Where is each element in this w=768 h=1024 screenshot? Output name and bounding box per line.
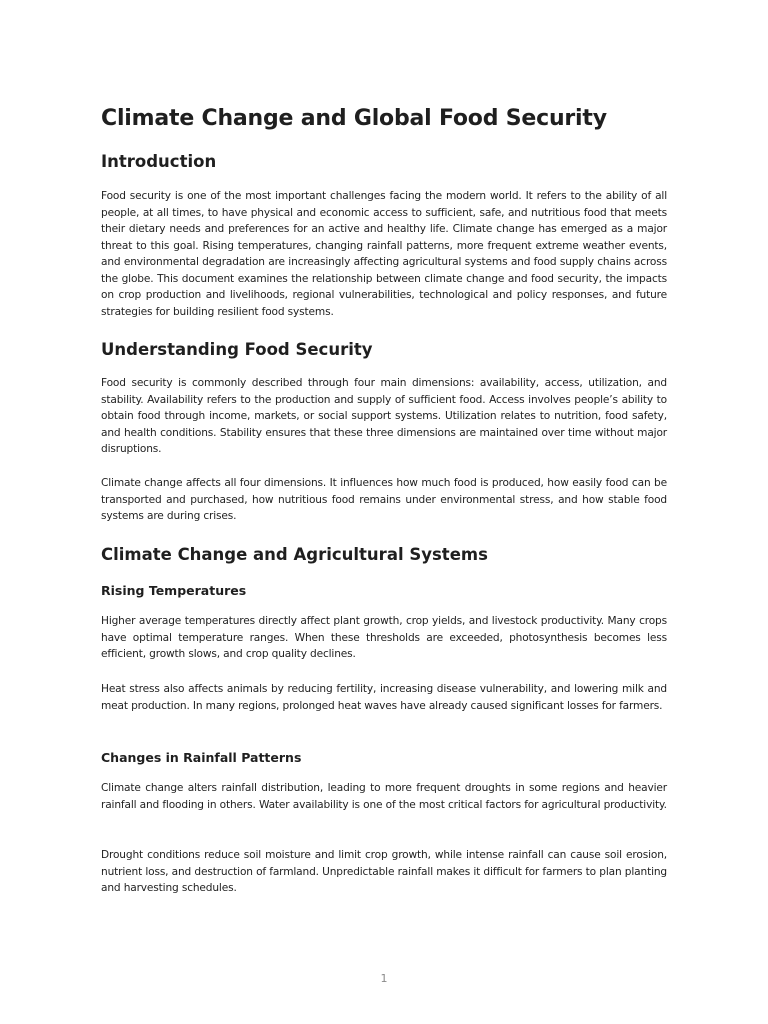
section-heading-introduction: Introduction [101, 152, 217, 171]
paragraph-rainfall-distribution: Climate change alters rainfall distribution, leading to more frequent droughts in some regions and heavier rainfall and flooding in others. Water availability is one of the most critical factors for agricultural productivity. [101, 782, 667, 811]
document-title: Climate Change and Global Food Security [101, 106, 607, 131]
subsection-heading-rainfall-patterns: Changes in Rainfall Patterns [101, 750, 302, 765]
page-number: 1 [380, 972, 388, 985]
paragraph-temperature-effects: Higher average temperatures directly affect plant growth, crop yields, and livestock productivity. Many crops have optimal temperature ranges. When these thresholds are exceeded, photosynthesis becomes less efficient, growth slows, and crop quality declines. [101, 615, 667, 660]
section-heading-agricultural-systems: Climate Change and Agricultural Systems [101, 545, 488, 564]
paragraph-food-security-dimensions: Food security is commonly described through four main dimensions: availability, access, utilization, and stability. Availability refers to the production and supply of sufficient food. Access involves people’s ability to obtain food through income, markets, or social support systems. Utilization relates to nutrition, food safety, and health conditions. Stability ensures that these three dimensions are maintained over time without major disruptions. [101, 377, 667, 455]
paragraph-heat-stress: Heat stress also affects animals by reducing fertility, increasing disease vulnerability, and lowering milk and meat production. In many regions, prolonged heat waves have already caused significant losses for farmers. [101, 683, 667, 712]
paragraph-climate-affects-dimensions: Climate change affects all four dimensions. It influences how much food is produced, how easily food can be transported and purchased, how nutritious food remains under environmental stress, and how stable food systems are during crises. [101, 477, 667, 522]
paragraph-drought-conditions: Drought conditions reduce soil moisture and limit crop growth, while intense rainfall can cause soil erosion, nutrient loss, and destruction of farmland. Unpredictable rainfall makes it difficult for farmers to plan planting and harvesting schedules. [101, 849, 667, 894]
subsection-heading-rising-temperatures: Rising Temperatures [101, 583, 247, 598]
section-heading-understanding-food-security: Understanding Food Security [101, 340, 373, 359]
paragraph-introduction: Food security is one of the most important challenges facing the modern world. It refers to the ability of all people, at all times, to have physical and economic access to sufficient, safe, and nutritious food that meets their dietary needs and preferences for an active and healthy life. Climate change has emerged as a major threat to this goal. Rising temperatures, changing rainfall patterns, more frequent extreme weather events, and environmental degradation are increasingly affecting agricultural systems and food supply chains across the globe. This document examines the relationship between climate change and food security, the impacts on crop production and livelihoods, regional vulnerabilities, technological and policy responses, and future strategies for building resilient food systems. [101, 190, 667, 318]
